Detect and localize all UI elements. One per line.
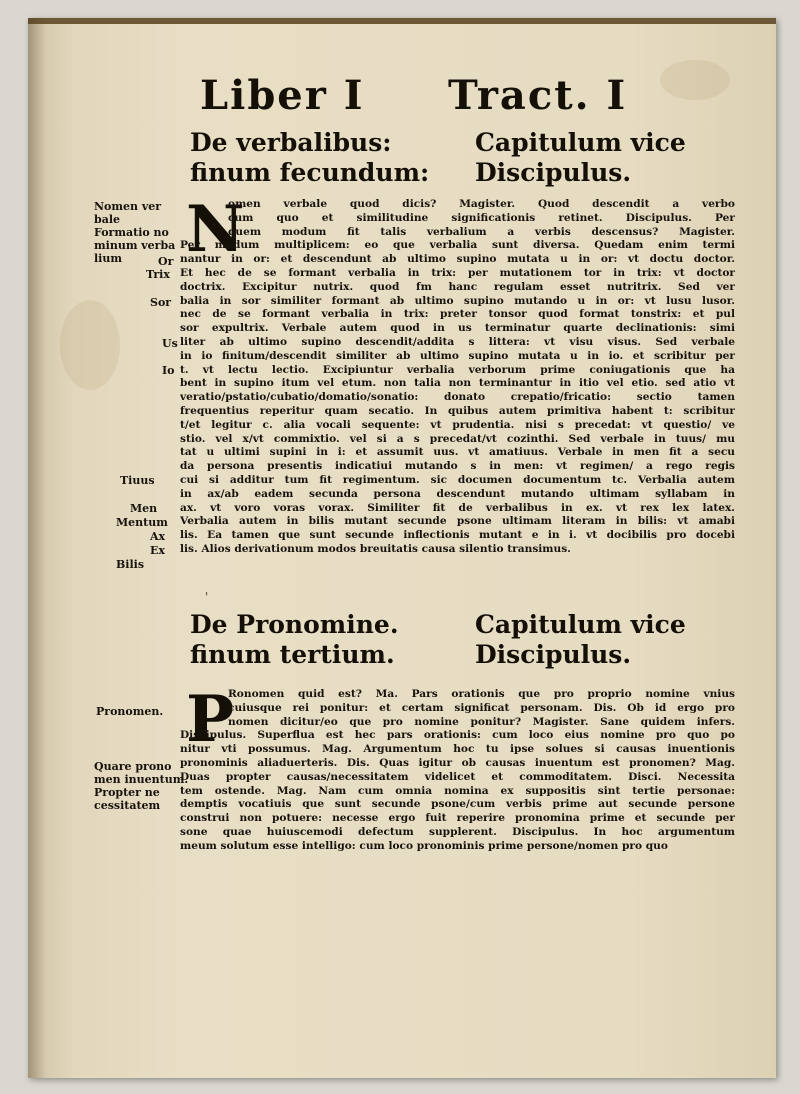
- chapter-1-body: [180, 192, 735, 557]
- chapter-2-label: [475, 610, 735, 670]
- text-line: frequentius reperitur quam secatio. In quibus autem primitiva habent t: scribitur: [180, 404, 735, 417]
- text-line: construi non potuere: necesse ergo fuit reperire pronomina prime et secunde per: [180, 812, 735, 825]
- margin-note: Pronomen.: [96, 705, 164, 718]
- running-head-liber: Liber I: [200, 72, 365, 119]
- text-line: pronominis aliaduerteris. Dis. Quas igitur ob causas inuentum est pronomen? Mag.: [180, 756, 735, 769]
- text-line: nec de se formant verbalia in trix: preter tonsor quod format tonstrix: et pul: [180, 308, 735, 321]
- text-line: t. vt lectu lectio. Excipiuntur verbalia verborum prime coniugationis que ha: [180, 363, 735, 376]
- text-line: bent in supino itum vel etum. non talia non terminantur in itio vel etio. sed atio vt: [180, 377, 735, 390]
- margin-note-line: Propter ne: [94, 786, 160, 799]
- text-line: tem ostende. Mag. Nam cum omnia nomina ex suppositis sint tertie personae:: [180, 784, 735, 797]
- text-line: meum solutum esse intelligo: cum loco pronominis prime persone/nomen pro quo: [180, 839, 668, 852]
- paper-stain: [60, 300, 120, 390]
- margin-note: Trix: [146, 268, 170, 281]
- text-line: Per modum multiplicem: eo que verbalia sunt diversa. Quedam enim termi: [180, 239, 735, 252]
- chapter-2-title-line: De Pronomine.: [190, 610, 399, 639]
- text-line: quem modum fit talis verbalium a verbis descensus? Magister.: [228, 225, 735, 238]
- margin-note-line: bale: [94, 213, 120, 226]
- chapter-1-title-line: De verbalibus:: [190, 128, 392, 157]
- margin-note-line: cessitatem: [94, 799, 161, 812]
- chapter-2-heading: [190, 610, 730, 674]
- marginal-mark: ': [205, 590, 209, 604]
- text-line: tat u ultimi supini in i: et assumit uus. vt amatiuus. Verbale in men fit a secu: [180, 446, 735, 459]
- chapter-1-label: [475, 128, 735, 188]
- margin-note: Or: [158, 255, 174, 268]
- spine-shadow: [28, 18, 46, 1078]
- text-line: Et hec de se formant verbalia in trix: per mutationem tor in trix: vt doctor: [180, 266, 735, 279]
- chapter-2-label-line: Discipulus.: [475, 640, 632, 669]
- margin-note-line: Quare prono: [94, 760, 172, 773]
- text-line: lis. Ea tamen que sunt secunde inflectionis mutant e in i. vt docibilis pro docebi: [180, 529, 735, 542]
- running-head: [150, 72, 710, 128]
- chapter-2-initial: P: [186, 682, 235, 757]
- text-line: lis. Alios derivationum modos breuitatis causa silentio transimus.: [180, 542, 571, 555]
- chapter-1-label-line: Capitulum vice: [475, 128, 686, 157]
- chapter-1-title: [190, 128, 460, 188]
- text-line: Verbalia autem in bilis mutant secunde psone ultimam literam in bilis: vt amabi: [180, 515, 735, 528]
- text-line: in ax/ab eadem secunda persona descendunt mutando ultimam syllabam in: [180, 487, 735, 500]
- text-line: nomen dicitur/eo que pro nomine ponitur? Magister. Sane quidem infers.: [228, 715, 735, 728]
- margin-note-line: men inuentum.: [94, 773, 189, 786]
- text-line: balia in sor similiter formant ab ultimo supino mutando u in or: vt lusu lusor.: [180, 294, 735, 307]
- margin-note: Ex: [150, 544, 165, 557]
- chapter-1-initial: N: [186, 192, 245, 267]
- text-line: Duas propter causas/necessitatem videlicet et commoditatem. Disci. Necessita: [180, 770, 735, 783]
- text-line: Discipulus. Superflua est hec pars orationis: cum loco eius nomine pro quo po: [180, 729, 735, 742]
- text-line: nantur in or: et descendunt ab ultimo supino mutata u in or: vt doctu doctor.: [180, 253, 735, 266]
- margin-note: Tiuus: [120, 474, 155, 487]
- margin-note-line: lium: [94, 252, 122, 265]
- margin-note: Men: [130, 502, 158, 515]
- margin-note-line: minum verba: [94, 239, 176, 252]
- running-head-tractatus: Tract. I: [448, 72, 628, 119]
- margin-note-line: Nomen ver: [94, 200, 162, 213]
- text-line: in io finitum/descendit similiter ab ultimo supino mutata u in io. et scribitur per: [180, 349, 735, 362]
- margin-note: Bilis: [116, 558, 145, 571]
- text-line: veratio/pstatio/cubatio/domatio/sonatio: donato crepatio/fricatio: sectio tamen: [180, 391, 735, 404]
- text-line: cuiusque rei ponitur: et certam significat personam. Dis. Ob id ergo pro: [228, 701, 735, 714]
- text-line: stio. vel x/vt commixtio. vel si a s precedat/vt cozinthi. Sed verbale in tuus/ mu: [180, 432, 735, 445]
- text-line: da persona presentis indicatiui mutando s in men: vt regimen/ a rego regis: [180, 460, 735, 473]
- margin-note: Io: [162, 364, 175, 377]
- text-line: t/et legitur c. alia vocali sequente: vt prudentia. nisi s precedat: vt questio/ ve: [180, 418, 735, 431]
- margin-note: Sor: [150, 296, 172, 309]
- chapter-2-title-line: finum tertium.: [190, 640, 395, 669]
- text-line: cui si additur tum fit regimentum. sic documen documentum tc. Verbalia autem: [180, 473, 735, 486]
- binding-edge: [28, 18, 776, 24]
- margin-note: Ax: [150, 530, 166, 543]
- text-line: Ronomen quid est? Ma. Pars orationis que pro proprio nomine vnius: [228, 688, 735, 700]
- chapter-1-heading: [190, 128, 730, 192]
- chapter-2-label-line: Capitulum vice: [475, 610, 686, 639]
- text-line: demptis vocatiuis que sunt secunde psone/cum verbis prime aut secunde persone: [180, 798, 735, 811]
- text-line: cum quo et similitudine significationis retinet. Discipulus. Per: [228, 211, 735, 224]
- text-line: omen verbale quod dicis? Magister. Quod descendit a verbo: [228, 198, 735, 210]
- text-line: nitur vti possumus. Mag. Argumentum hoc tu ipse solues si causas inuentionis: [180, 743, 735, 756]
- chapter-1-title-line: finum fecundum:: [190, 158, 430, 187]
- text-line: ax. vt voro voras vorax. Similiter fit de verbalibus in ex. vt rex lex latex.: [180, 501, 735, 514]
- chapter-1-label-line: Discipulus.: [475, 158, 632, 187]
- text-line: sone quae huiuscemodi defectum supplerent. Discipulus. In hoc argumentum: [180, 825, 735, 838]
- chapter-2-body: [180, 682, 735, 854]
- chapter-2-title: [190, 610, 460, 670]
- margin-note: Us: [162, 337, 178, 350]
- margin-note-line: Formatio no: [94, 226, 169, 239]
- margin-note: Mentum: [116, 516, 168, 529]
- text-line: sor expultrix. Verbale autem quod in us terminatur quarte declinationis: simi: [180, 322, 735, 335]
- text-line: doctrix. Excipitur nutrix. quod fm hanc regulam esset nutritrix. Sed ver: [180, 280, 735, 293]
- margin-note: [94, 760, 188, 812]
- text-line: liter ab ultimo supino descendit/addita s littera: vt visu visus. Sed verbale: [180, 335, 735, 348]
